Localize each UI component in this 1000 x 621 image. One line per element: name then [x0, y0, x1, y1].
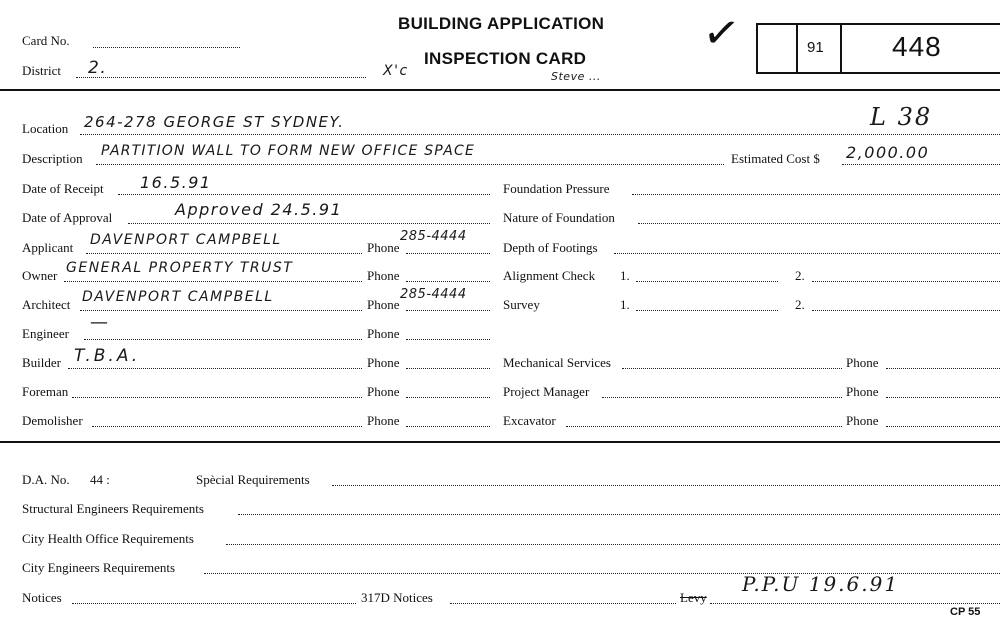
applicant-label: Applicant	[22, 240, 74, 255]
district-field[interactable]	[76, 77, 366, 78]
depth-footings-label: Depth of Footings	[503, 240, 598, 255]
demolisher-field[interactable]	[92, 426, 362, 427]
notices-label: Notices	[22, 590, 62, 605]
card-no-field[interactable]	[93, 47, 240, 48]
da-no-label: D.A. No.	[22, 472, 70, 487]
date-approval-label: Date of Approval	[22, 210, 113, 225]
excavator-label: Excavator	[503, 413, 556, 428]
mechanical-phone-field[interactable]	[886, 368, 1000, 369]
demolisher-phone-field[interactable]	[406, 426, 490, 427]
date-approval-field[interactable]	[128, 223, 490, 224]
owner-value: GENERAL PROPERTY TRUST	[66, 260, 294, 276]
levy-field[interactable]	[710, 603, 1000, 604]
demolisher-label: Demolisher	[22, 413, 83, 428]
excavator-field[interactable]	[566, 426, 842, 427]
project-manager-phone-label: Phone	[846, 384, 879, 399]
project-manager-field[interactable]	[602, 397, 842, 398]
health-requirements-label: City Health Office Requirements	[22, 531, 194, 546]
description-field[interactable]	[96, 164, 724, 165]
form-code: CP 55	[950, 606, 981, 618]
card-number-large: 448	[892, 31, 942, 62]
card-number-divider-2	[840, 23, 842, 72]
date-receipt-label: Date of Receipt	[22, 181, 104, 196]
alignment-check-1-field[interactable]	[636, 281, 778, 282]
builder-phone-field[interactable]	[406, 368, 490, 369]
levy-label: Levy	[680, 590, 707, 605]
nature-foundation-label: Nature of Foundation	[503, 210, 615, 225]
tick-mark-icon: ✓	[699, 5, 744, 62]
architect-field[interactable]	[80, 310, 362, 311]
header-divider	[0, 89, 1000, 91]
location-value: 264-278 GEORGE ST SYDNEY.	[84, 113, 345, 131]
card-no-label: Card No.	[22, 33, 70, 48]
mark-steve: Steve ...	[551, 70, 601, 83]
special-requirements-label: Spècial Requirements	[196, 472, 310, 487]
project-manager-phone-field[interactable]	[886, 397, 1000, 398]
builder-phone-label: Phone	[367, 355, 400, 370]
mechanical-label: Mechanical Services	[503, 355, 611, 370]
engineer-value: —	[90, 312, 110, 333]
mechanical-field[interactable]	[622, 368, 842, 369]
engineer-phone-label: Phone	[367, 326, 400, 341]
title-inspection-card: INSPECTION CARD	[424, 49, 587, 68]
mechanical-phone-label: Phone	[846, 355, 879, 370]
builder-label: Builder	[22, 355, 61, 370]
architect-phone-label: Phone	[367, 297, 400, 312]
date-approval-value: Approved 24.5.91	[175, 200, 343, 219]
health-requirements-field[interactable]	[226, 544, 1000, 545]
survey-1-field[interactable]	[636, 310, 778, 311]
notices-317d-label: 317D Notices	[361, 590, 433, 605]
survey-label: Survey	[503, 297, 540, 312]
owner-phone-label: Phone	[367, 268, 400, 283]
card-number-divider-1	[796, 23, 798, 72]
structural-requirements-label: Structural Engineers Requirements	[22, 501, 204, 516]
foreman-field[interactable]	[72, 397, 362, 398]
foundation-pressure-label: Foundation Pressure	[503, 181, 610, 196]
survey-1-label: 1.	[620, 297, 630, 312]
location-field[interactable]	[80, 134, 1000, 135]
engineer-field[interactable]	[84, 339, 362, 340]
architect-value: DAVENPORT CAMPBELL	[82, 289, 274, 305]
applicant-field[interactable]	[86, 253, 362, 254]
district-label: District	[22, 63, 61, 78]
excavator-phone-field[interactable]	[886, 426, 1000, 427]
description-value: PARTITION WALL TO FORM NEW OFFICE SPACE	[101, 143, 476, 159]
owner-field[interactable]	[64, 281, 362, 282]
engineer-label: Engineer	[22, 326, 69, 341]
foreman-label: Foreman	[22, 384, 69, 399]
mark-xc: X'c	[383, 63, 409, 79]
title-building-application: BUILDING APPLICATION	[398, 14, 605, 33]
applicant-phone-field[interactable]	[406, 253, 490, 254]
alignment-check-label: Alignment Check	[503, 268, 596, 283]
depth-footings-field[interactable]	[614, 253, 1000, 254]
levy-value: P.P.U 19.6.91	[742, 572, 900, 596]
owner-label: Owner	[22, 268, 58, 283]
survey-2-field[interactable]	[812, 310, 1000, 311]
requirements-divider	[0, 441, 1000, 443]
estimated-cost-value: 2,000.00	[846, 143, 930, 162]
foreman-phone-field[interactable]	[406, 397, 490, 398]
excavator-phone-label: Phone	[846, 413, 879, 428]
notices-field[interactable]	[72, 603, 356, 604]
card-number-small: 91	[807, 39, 824, 56]
alignment-check-1-label: 1.	[620, 268, 630, 283]
structural-requirements-field[interactable]	[238, 514, 1000, 515]
survey-2-label: 2.	[795, 297, 805, 312]
architect-phone-value: 285-4444	[400, 287, 467, 302]
architect-phone-field[interactable]	[406, 310, 490, 311]
date-receipt-value: 16.5.91	[140, 173, 212, 192]
project-manager-label: Project Manager	[503, 384, 590, 399]
district-value: 2.	[88, 58, 108, 78]
builder-value: T.B.A.	[74, 346, 141, 366]
architect-label: Architect	[22, 297, 71, 312]
alignment-check-2-label: 2.	[795, 268, 805, 283]
foreman-phone-label: Phone	[367, 384, 400, 399]
location-code: L 38	[870, 103, 933, 131]
nature-foundation-field[interactable]	[638, 223, 1000, 224]
builder-field[interactable]	[68, 368, 362, 369]
estimated-cost-label: Estimated Cost $	[731, 151, 820, 166]
applicant-phone-label: Phone	[367, 240, 400, 255]
notices-317d-field[interactable]	[450, 603, 676, 604]
demolisher-phone-label: Phone	[367, 413, 400, 428]
foundation-pressure-field[interactable]	[632, 194, 1000, 195]
description-label: Description	[22, 151, 83, 166]
card-number-box	[756, 23, 1000, 74]
special-requirements-field[interactable]	[332, 485, 1000, 486]
da-no-value: 44 :	[90, 472, 110, 487]
estimated-cost-field[interactable]	[842, 164, 1000, 165]
applicant-value: DAVENPORT CAMPBELL	[90, 232, 282, 248]
date-receipt-field[interactable]	[118, 194, 490, 195]
engineer-phone-field[interactable]	[406, 339, 490, 340]
applicant-phone-value: 285-4444	[400, 229, 467, 244]
owner-phone-field[interactable]	[406, 281, 490, 282]
engineers-requirements-label: City Engineers Requirements	[22, 560, 176, 575]
location-label: Location	[22, 121, 69, 136]
alignment-check-2-field[interactable]	[812, 281, 1000, 282]
